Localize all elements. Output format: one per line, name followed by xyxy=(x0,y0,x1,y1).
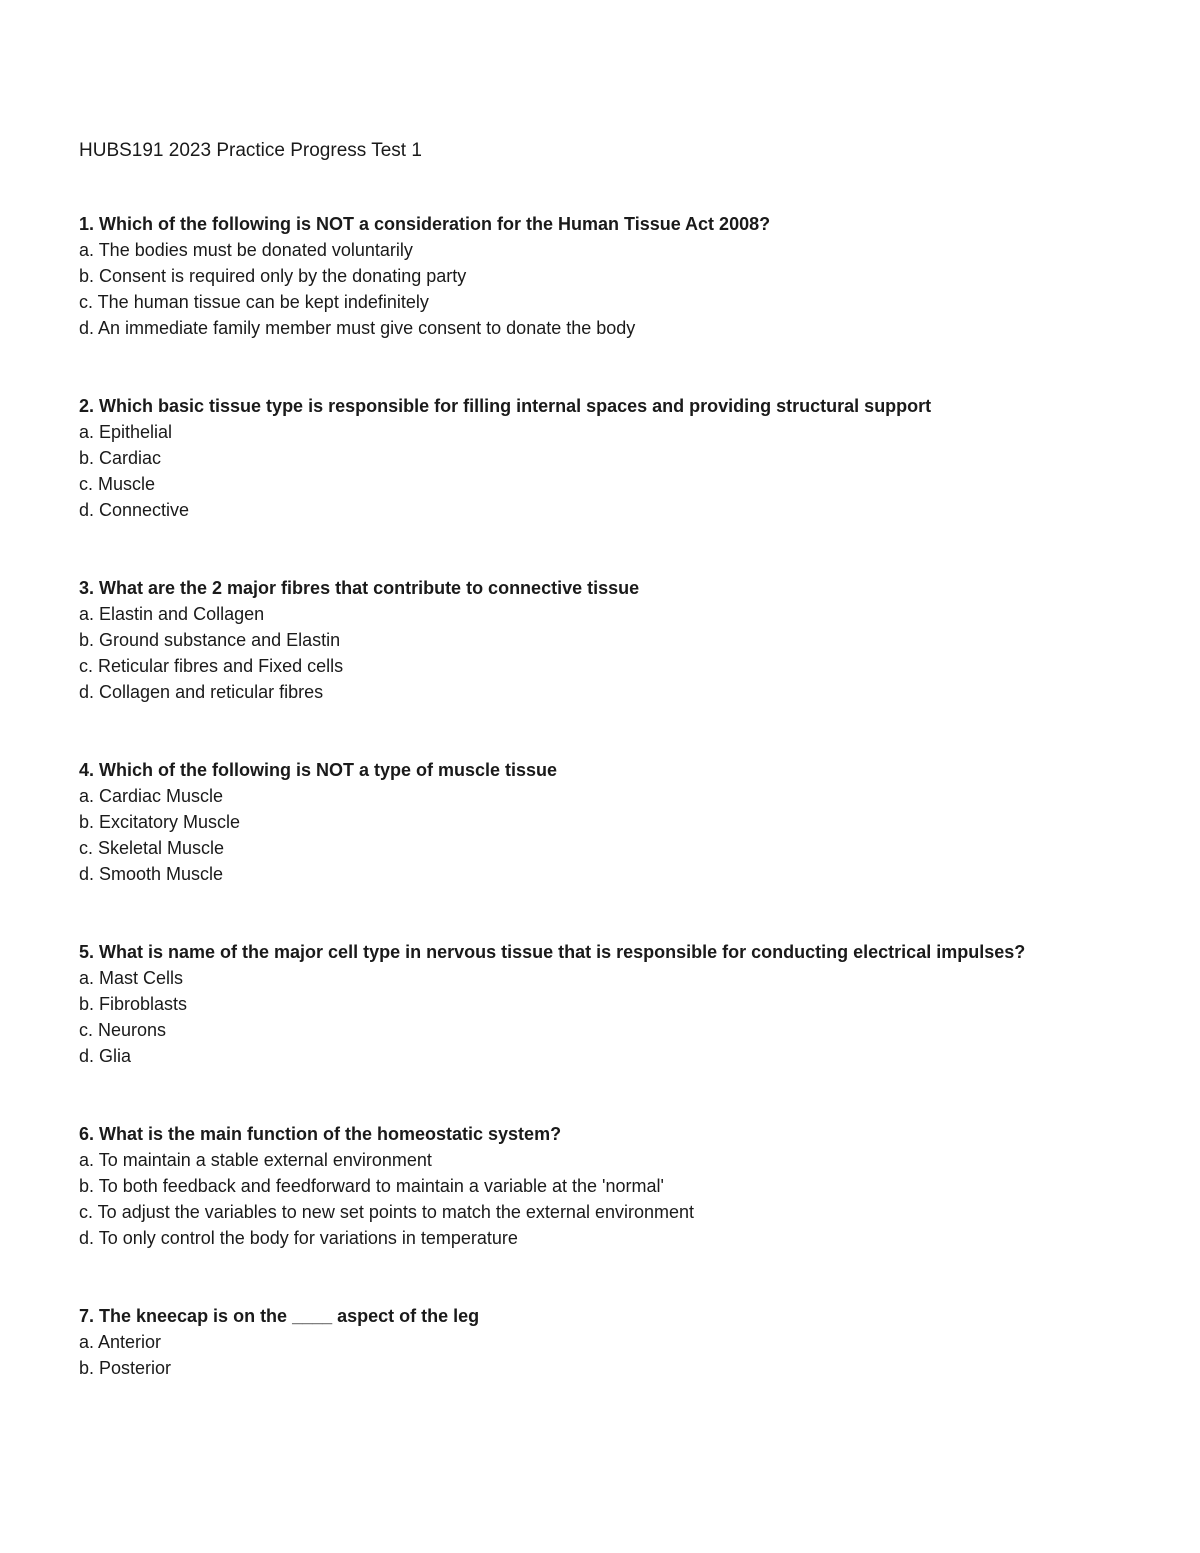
option-c: c. Reticular fibres and Fixed cells xyxy=(79,656,344,676)
question-5 xyxy=(79,939,1119,1069)
option-b: b. Excitatory Muscle xyxy=(79,812,241,832)
question-text: 3. What are the 2 major fibres that contribute to connective tissue xyxy=(79,578,640,598)
question-6 xyxy=(79,1121,1119,1251)
option-c: c. Neurons xyxy=(79,1020,167,1040)
option-b: b. Fibroblasts xyxy=(79,994,188,1014)
question-4 xyxy=(79,757,1119,887)
option-a: a. Anterior xyxy=(79,1332,162,1352)
question-7 xyxy=(79,1303,1119,1381)
document-title: HUBS191 2023 Practice Progress Test 1 xyxy=(79,140,422,161)
option-c: c. To adjust the variables to new set points to match the external environment xyxy=(79,1202,695,1222)
option-b: b. Ground substance and Elastin xyxy=(79,630,341,650)
option-list xyxy=(79,1329,1119,1381)
question-text: 7. The kneecap is on the ____ aspect of the leg xyxy=(79,1306,480,1326)
option-a: a. The bodies must be donated voluntarily xyxy=(79,240,413,260)
question-text: 1. Which of the following is NOT a consideration for the Human Tissue Act 2008? xyxy=(79,214,771,234)
question-text: 5. What is name of the major cell type in nervous tissue that is responsible for conducting electrical impulses? xyxy=(79,942,1026,962)
question-text: 4. Which of the following is NOT a type of muscle tissue xyxy=(79,760,558,780)
option-b: b. To both feedback and feedforward to maintain a variable at the 'normal' xyxy=(79,1176,664,1196)
option-c: c. Muscle xyxy=(79,474,156,494)
option-a: a. To maintain a stable external environment xyxy=(79,1150,432,1170)
document-page xyxy=(79,138,1119,1381)
option-d: d. An immediate family member must give consent to donate the body xyxy=(79,318,636,338)
option-list xyxy=(79,783,1119,887)
option-list xyxy=(79,237,1119,341)
option-a: a. Elastin and Collagen xyxy=(79,604,265,624)
question-1 xyxy=(79,211,1119,341)
option-d: d. Collagen and reticular fibres xyxy=(79,682,324,702)
option-d: d. To only control the body for variations in temperature xyxy=(79,1228,518,1248)
question-2 xyxy=(79,393,1119,523)
option-list xyxy=(79,601,1119,705)
option-list xyxy=(79,965,1119,1069)
option-d: d. Connective xyxy=(79,500,190,520)
question-3 xyxy=(79,575,1119,705)
option-c: c. The human tissue can be kept indefinitely xyxy=(79,292,429,312)
option-b: b. Posterior xyxy=(79,1358,172,1378)
option-d: d. Smooth Muscle xyxy=(79,864,224,884)
option-b: b. Consent is required only by the donating party xyxy=(79,266,467,286)
option-list xyxy=(79,419,1119,523)
option-a: a. Cardiac Muscle xyxy=(79,786,224,806)
question-text: 6. What is the main function of the homeostatic system? xyxy=(79,1124,562,1144)
option-d: d. Glia xyxy=(79,1046,132,1066)
option-b: b. Cardiac xyxy=(79,448,162,468)
option-a: a. Epithelial xyxy=(79,422,173,442)
option-c: c. Skeletal Muscle xyxy=(79,838,225,858)
option-list xyxy=(79,1147,1119,1251)
option-a: a. Mast Cells xyxy=(79,968,184,988)
question-text: 2. Which basic tissue type is responsible for filling internal spaces and providing structural support xyxy=(79,396,932,416)
